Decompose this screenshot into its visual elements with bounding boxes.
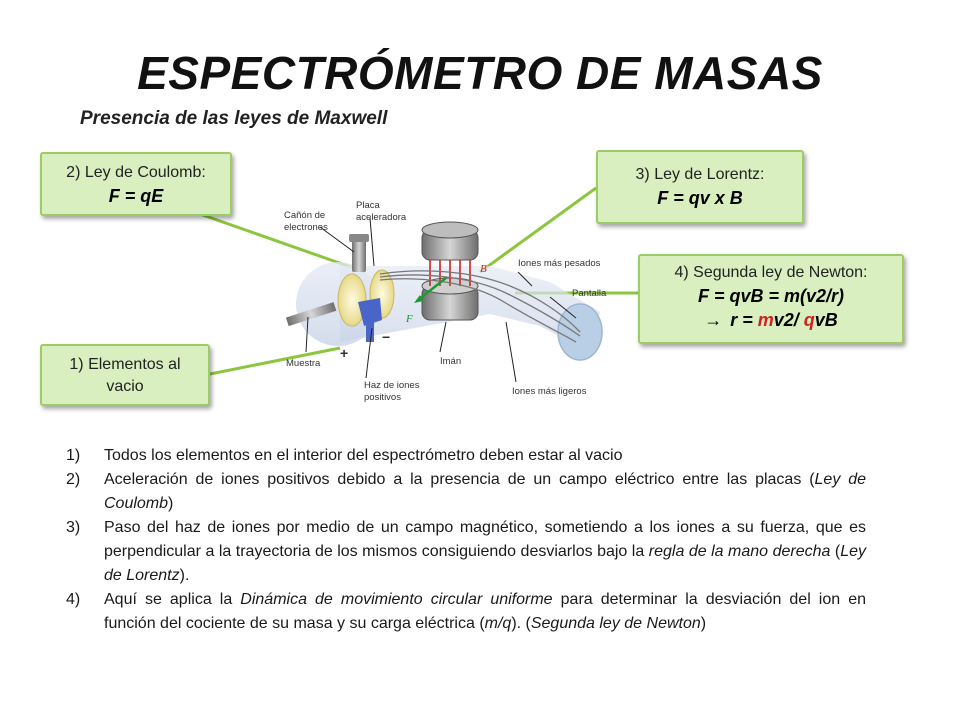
callout-vacio	[40, 344, 210, 406]
list-item-text: regla de la mano derecha	[648, 543, 831, 560]
list-item	[66, 468, 866, 516]
callout-coulomb-label: 2) Ley de Coulomb:	[66, 164, 206, 181]
list-item-text: Aceleración de iones positivos debido a la presencia de un campo eléctrico entre las placas (	[104, 471, 815, 488]
label-placa-1: Placa	[356, 200, 380, 211]
list-item	[66, 588, 866, 636]
page-subtitle: Presencia de las leyes de Maxwell	[80, 108, 388, 129]
callout-newton-result	[640, 308, 902, 332]
accel-plate-1	[338, 274, 366, 326]
callout-lorentz-formula: F = qv x B	[657, 188, 743, 208]
label-B: B	[480, 263, 487, 275]
list-item-text: Ley de Lorentz	[104, 543, 867, 584]
list-item-number: 2)	[66, 471, 81, 488]
label-F: F	[406, 313, 413, 325]
label-pesados: Iones más pesados	[518, 258, 601, 269]
result-m: m	[757, 310, 774, 330]
list-item-text: m/q	[484, 615, 512, 632]
callout-lorentz-label: 3) Ley de Lorentz:	[635, 166, 765, 183]
list-item-text: Aquí se aplica la	[104, 591, 241, 608]
result-arrow: →	[704, 310, 723, 330]
list-item-text: (	[830, 543, 841, 560]
callout-vacio-line1: 1) Elementos al	[69, 356, 181, 373]
callout-newton-formula: F = qvB = m(v2/r)	[697, 286, 845, 306]
callout-coulomb-formula: F = qE	[108, 186, 164, 206]
callout-newton-label: 4) Segunda ley de Newton:	[674, 264, 868, 281]
list-item	[66, 516, 866, 588]
label-canon-2: electrones	[284, 222, 328, 233]
list-item-text: para determinar la desviación del ion en función del cociente de su masa y su carga eléctrica (	[104, 591, 867, 632]
result-prefix: r =	[730, 310, 758, 330]
label-placa-2: aceleradora	[356, 212, 407, 223]
list-item-text: )	[168, 495, 174, 512]
explanation-list	[66, 444, 866, 636]
list-item-text: )	[700, 615, 707, 632]
callout-vacio-line2: vacio	[106, 378, 144, 395]
list-item-text: ).	[179, 567, 190, 584]
spectrometer-diagram	[250, 182, 630, 412]
callout-lorentz	[596, 150, 804, 224]
callout-coulomb	[40, 152, 232, 216]
list-item	[66, 444, 866, 468]
label-haz-2: positivos	[364, 392, 401, 403]
list-item-number: 4)	[66, 591, 81, 608]
electron-gun	[352, 238, 366, 272]
label-plus: +	[340, 345, 349, 361]
result-q: q	[803, 310, 815, 330]
list-item-number: 1)	[66, 447, 81, 464]
list-item-text: Todos los elementos en el interior del espectrómetro deben estar al vacio	[104, 447, 623, 464]
list-item-number: 3)	[66, 519, 81, 536]
label-pantalla: Pantalla	[572, 288, 607, 299]
list-item-text: Dinámica de movimiento circular uniforme	[240, 591, 553, 608]
label-iman: Imán	[440, 356, 462, 367]
result-mid: v2/	[773, 310, 804, 330]
list-item-text: Segunda ley de Newton	[530, 615, 701, 632]
callout-newton	[638, 254, 904, 344]
label-ligeros: Iones más ligeros	[512, 386, 587, 397]
list-item-text: Ley de Coulomb	[104, 471, 867, 512]
label-muestra: Muestra	[286, 358, 321, 369]
label-minus: −	[382, 329, 391, 345]
result-end: vB	[814, 310, 838, 330]
list-item-text: ). (	[511, 615, 531, 632]
list-item-text: Paso del haz de iones por medio de un campo magnético, sometiendo a los iones a su fuerza, que es perpendicular a la trayectoria de los mismos consiguiendo desviarlos bajo la	[104, 519, 866, 560]
label-haz-1: Haz de iones	[364, 380, 420, 391]
page-title: ESPECTRÓMETRO DE MASAS	[137, 47, 823, 99]
label-canon-1: Cañón de	[284, 210, 326, 221]
